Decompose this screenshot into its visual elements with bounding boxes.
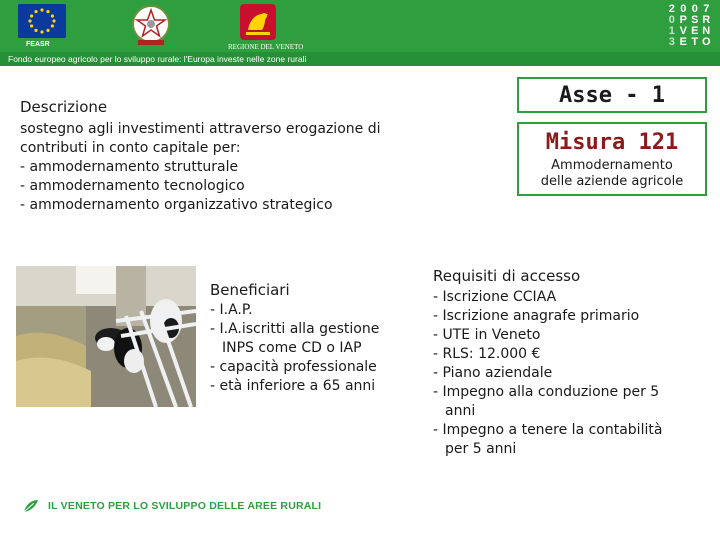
requisiti-item: - Iscrizione anagrafe primario: [433, 308, 640, 324]
header-banner: [0, 0, 720, 66]
misura-box: [517, 122, 707, 196]
misura-subtitle-line: delle aziende agricole: [540, 174, 684, 189]
psr-char: 0: [668, 14, 675, 26]
region-label: REGIONE DEL VENETO: [228, 43, 304, 51]
psr-char: N: [702, 25, 711, 37]
requisiti-list: [433, 288, 713, 459]
psr-char: 3: [668, 36, 675, 48]
descrizione-line: sostegno agli investimenti attraverso erogazione di: [20, 121, 381, 137]
descrizione-body: [20, 120, 460, 215]
footer-text-veneto: VENETO: [60, 500, 105, 512]
requisiti-item: - Piano aziendale: [433, 365, 553, 381]
veneto-lion-icon: [238, 2, 278, 42]
requisiti-title: Requisiti di accesso: [433, 267, 581, 285]
psr-char: 7: [703, 3, 710, 15]
leaf-icon: [22, 498, 40, 514]
beneficiari-title: Beneficiari: [210, 281, 290, 299]
beneficiari-item: - I.A.iscritti alla gestione: [210, 321, 380, 337]
descrizione-line: - ammodernamento strutturale: [20, 159, 239, 175]
requisiti-item: - Impegno a tenere la contabilità: [433, 422, 663, 438]
requisiti-item: - RLS: 12.000 €: [433, 346, 541, 362]
descrizione-line: contributi in conto capitale per:: [20, 140, 241, 156]
psr-char: 0: [691, 3, 698, 15]
psr-char: O: [701, 36, 711, 48]
beneficiari-item: - capacità professionale: [210, 359, 377, 375]
requisiti-item: - UTE in Veneto: [433, 327, 541, 343]
requisiti-item: - Impegno alla conduzione per 5: [433, 384, 660, 400]
psr-char: 1: [668, 25, 675, 37]
requisiti-item: per 5 anni: [445, 441, 517, 457]
misura-subtitle: [519, 158, 705, 190]
cow-barn-photo: [16, 266, 196, 407]
descrizione-title: Descrizione: [20, 98, 108, 116]
psr-char: V: [679, 25, 687, 37]
eu-flag-icon: [18, 4, 66, 38]
descrizione-line: - ammodernamento organizzativo strategico: [20, 197, 333, 213]
italian-emblem-icon: [130, 2, 172, 48]
psr-char: E: [679, 36, 687, 48]
psr-char: P: [679, 14, 687, 26]
beneficiari-item: - età inferiore a 65 anni: [210, 378, 376, 394]
beneficiari-item: INPS come CD o IAP: [222, 340, 362, 356]
psr-logo: [666, 4, 712, 48]
footer-text-prefix: IL: [48, 500, 61, 512]
beneficiari-list: [210, 301, 379, 396]
eu-label: FEASR: [26, 41, 50, 48]
psr-char: S: [691, 14, 699, 26]
requisiti-item: anni: [445, 403, 476, 419]
header-tagline: Fondo europeo agricolo per lo sviluppo rurale: l'Europa investe nelle zone rurali: [8, 54, 307, 64]
misura-subtitle-line: Ammodernamento: [551, 158, 673, 173]
psr-char: R: [702, 14, 711, 26]
footer: [22, 498, 321, 514]
psr-char: 2: [668, 3, 675, 15]
footer-text: [48, 500, 321, 512]
beneficiari-item: - I.A.P.: [210, 302, 253, 318]
footer-text-suffix: PER LO SVILUPPO DELLE AREE RURALI: [104, 500, 322, 512]
asse-box: Asse - 1: [517, 77, 707, 113]
psr-char: T: [691, 36, 699, 48]
misura-title: Misura 121: [545, 130, 679, 155]
descrizione-line: - ammodernamento tecnologico: [20, 178, 245, 194]
requisiti-item: - Iscrizione CCIAA: [433, 289, 557, 305]
psr-char: 0: [680, 3, 687, 15]
psr-char: E: [691, 25, 699, 37]
